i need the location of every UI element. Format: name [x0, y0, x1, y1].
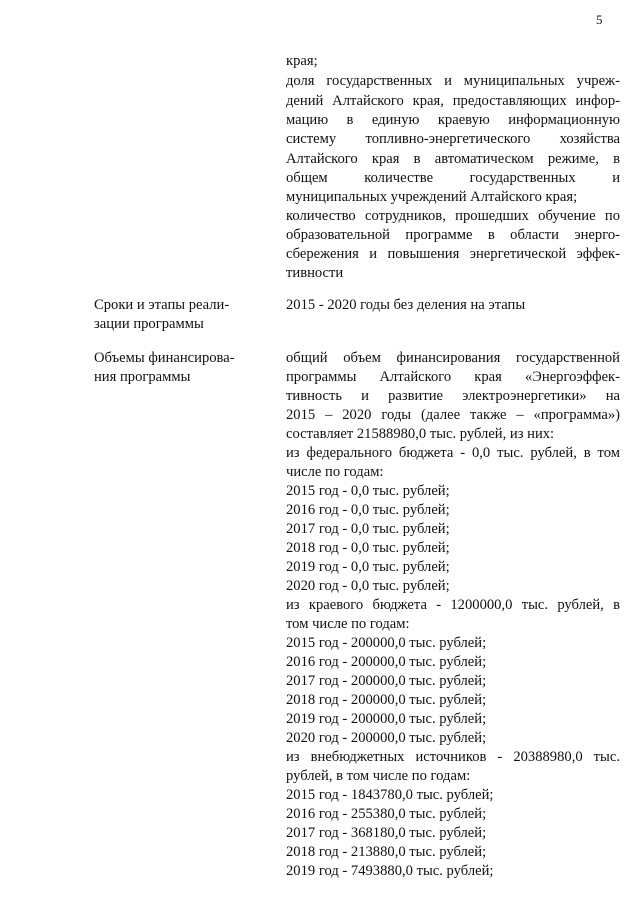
funding-line: 2015 год - 0,0 тыс. рублей;	[286, 483, 450, 499]
top-block-line: общем количестве государственных и	[286, 170, 620, 186]
funding-line: 2015 год - 200000,0 тыс. рублей;	[286, 635, 487, 651]
funding-line: 2019 год - 0,0 тыс. рублей;	[286, 559, 450, 575]
funding-line: 2016 год - 200000,0 тыс. рублей;	[286, 654, 487, 670]
funding-line: составляет 21588980,0 тыс. рублей, из них:	[286, 426, 555, 442]
funding-line: 2015 год - 1843780,0 тыс. рублей;	[286, 787, 494, 803]
funding-line: 2015 – 2020 годы (далее также – «программа»)	[286, 407, 620, 423]
funding-line: 2016 год - 0,0 тыс. рублей;	[286, 502, 450, 518]
funding-line: 2020 год - 0,0 тыс. рублей;	[286, 578, 450, 594]
funding-line: 2019 год - 200000,0 тыс. рублей;	[286, 711, 487, 727]
funding-line: программы Алтайского края «Энергоэффек-	[286, 369, 620, 385]
top-block-line: Алтайского края в автоматическом режиме, в	[286, 151, 620, 167]
terms-label-line: зации программы	[94, 316, 204, 332]
top-block-line: тивности	[286, 265, 344, 281]
funding-line: тивность и развитие электроэнергетики» на	[286, 388, 620, 404]
funding-line: из федерального бюджета - 0,0 тыс. рублей, в том	[286, 445, 620, 461]
funding-line: общий объем финансирования государственной	[286, 350, 620, 366]
funding-label-line: ния программы	[94, 369, 191, 385]
funding-line: 2017 год - 200000,0 тыс. рублей;	[286, 673, 487, 689]
terms-label-line: Сроки и этапы реали-	[94, 297, 230, 313]
funding-line: числе по годам:	[286, 464, 384, 480]
funding-line: 2019 год - 7493880,0 тыс. рублей;	[286, 863, 494, 879]
top-block-line: края;	[286, 53, 318, 69]
page-number: 5	[596, 12, 603, 27]
funding-line: 2017 год - 0,0 тыс. рублей;	[286, 521, 450, 537]
funding-line: из краевого бюджета - 1200000,0 тыс. рублей, в	[286, 597, 620, 613]
terms-value: 2015 - 2020 годы без деления на этапы	[286, 297, 526, 313]
top-block-line: дений Алтайского края, предоставляющих инфор-	[286, 93, 620, 109]
top-block-line: образовательной программе в области энерго-	[286, 227, 620, 243]
funding-line: 2016 год - 255380,0 тыс. рублей;	[286, 806, 487, 822]
funding-line: 2017 год - 368180,0 тыс. рублей;	[286, 825, 487, 841]
funding-line: рублей, в том числе по годам:	[286, 768, 471, 784]
top-block-line: муниципальных учреждений Алтайского края;	[286, 189, 578, 205]
funding-label-line: Объемы финансирова-	[94, 350, 235, 366]
top-block-line: мацию в единую краевую информационную	[286, 112, 620, 128]
top-block-line: сбережения и повышения энергетической эффек-	[286, 246, 620, 262]
funding-line: из внебюджетных источников - 20388980,0 тыс.	[286, 749, 620, 765]
top-block-line: количество сотрудников, прошедших обучение по	[286, 208, 620, 224]
top-block-line: систему топливно-энергетического хозяйства	[286, 131, 620, 147]
funding-line: том числе по годам:	[286, 616, 410, 632]
funding-line: 2020 год - 200000,0 тыс. рублей;	[286, 730, 487, 746]
funding-line: 2018 год - 0,0 тыс. рублей;	[286, 540, 450, 556]
funding-line: 2018 год - 213880,0 тыс. рублей;	[286, 844, 487, 860]
top-block-line: доля государственных и муниципальных учреж-	[286, 73, 620, 89]
funding-line: 2018 год - 200000,0 тыс. рублей;	[286, 692, 487, 708]
